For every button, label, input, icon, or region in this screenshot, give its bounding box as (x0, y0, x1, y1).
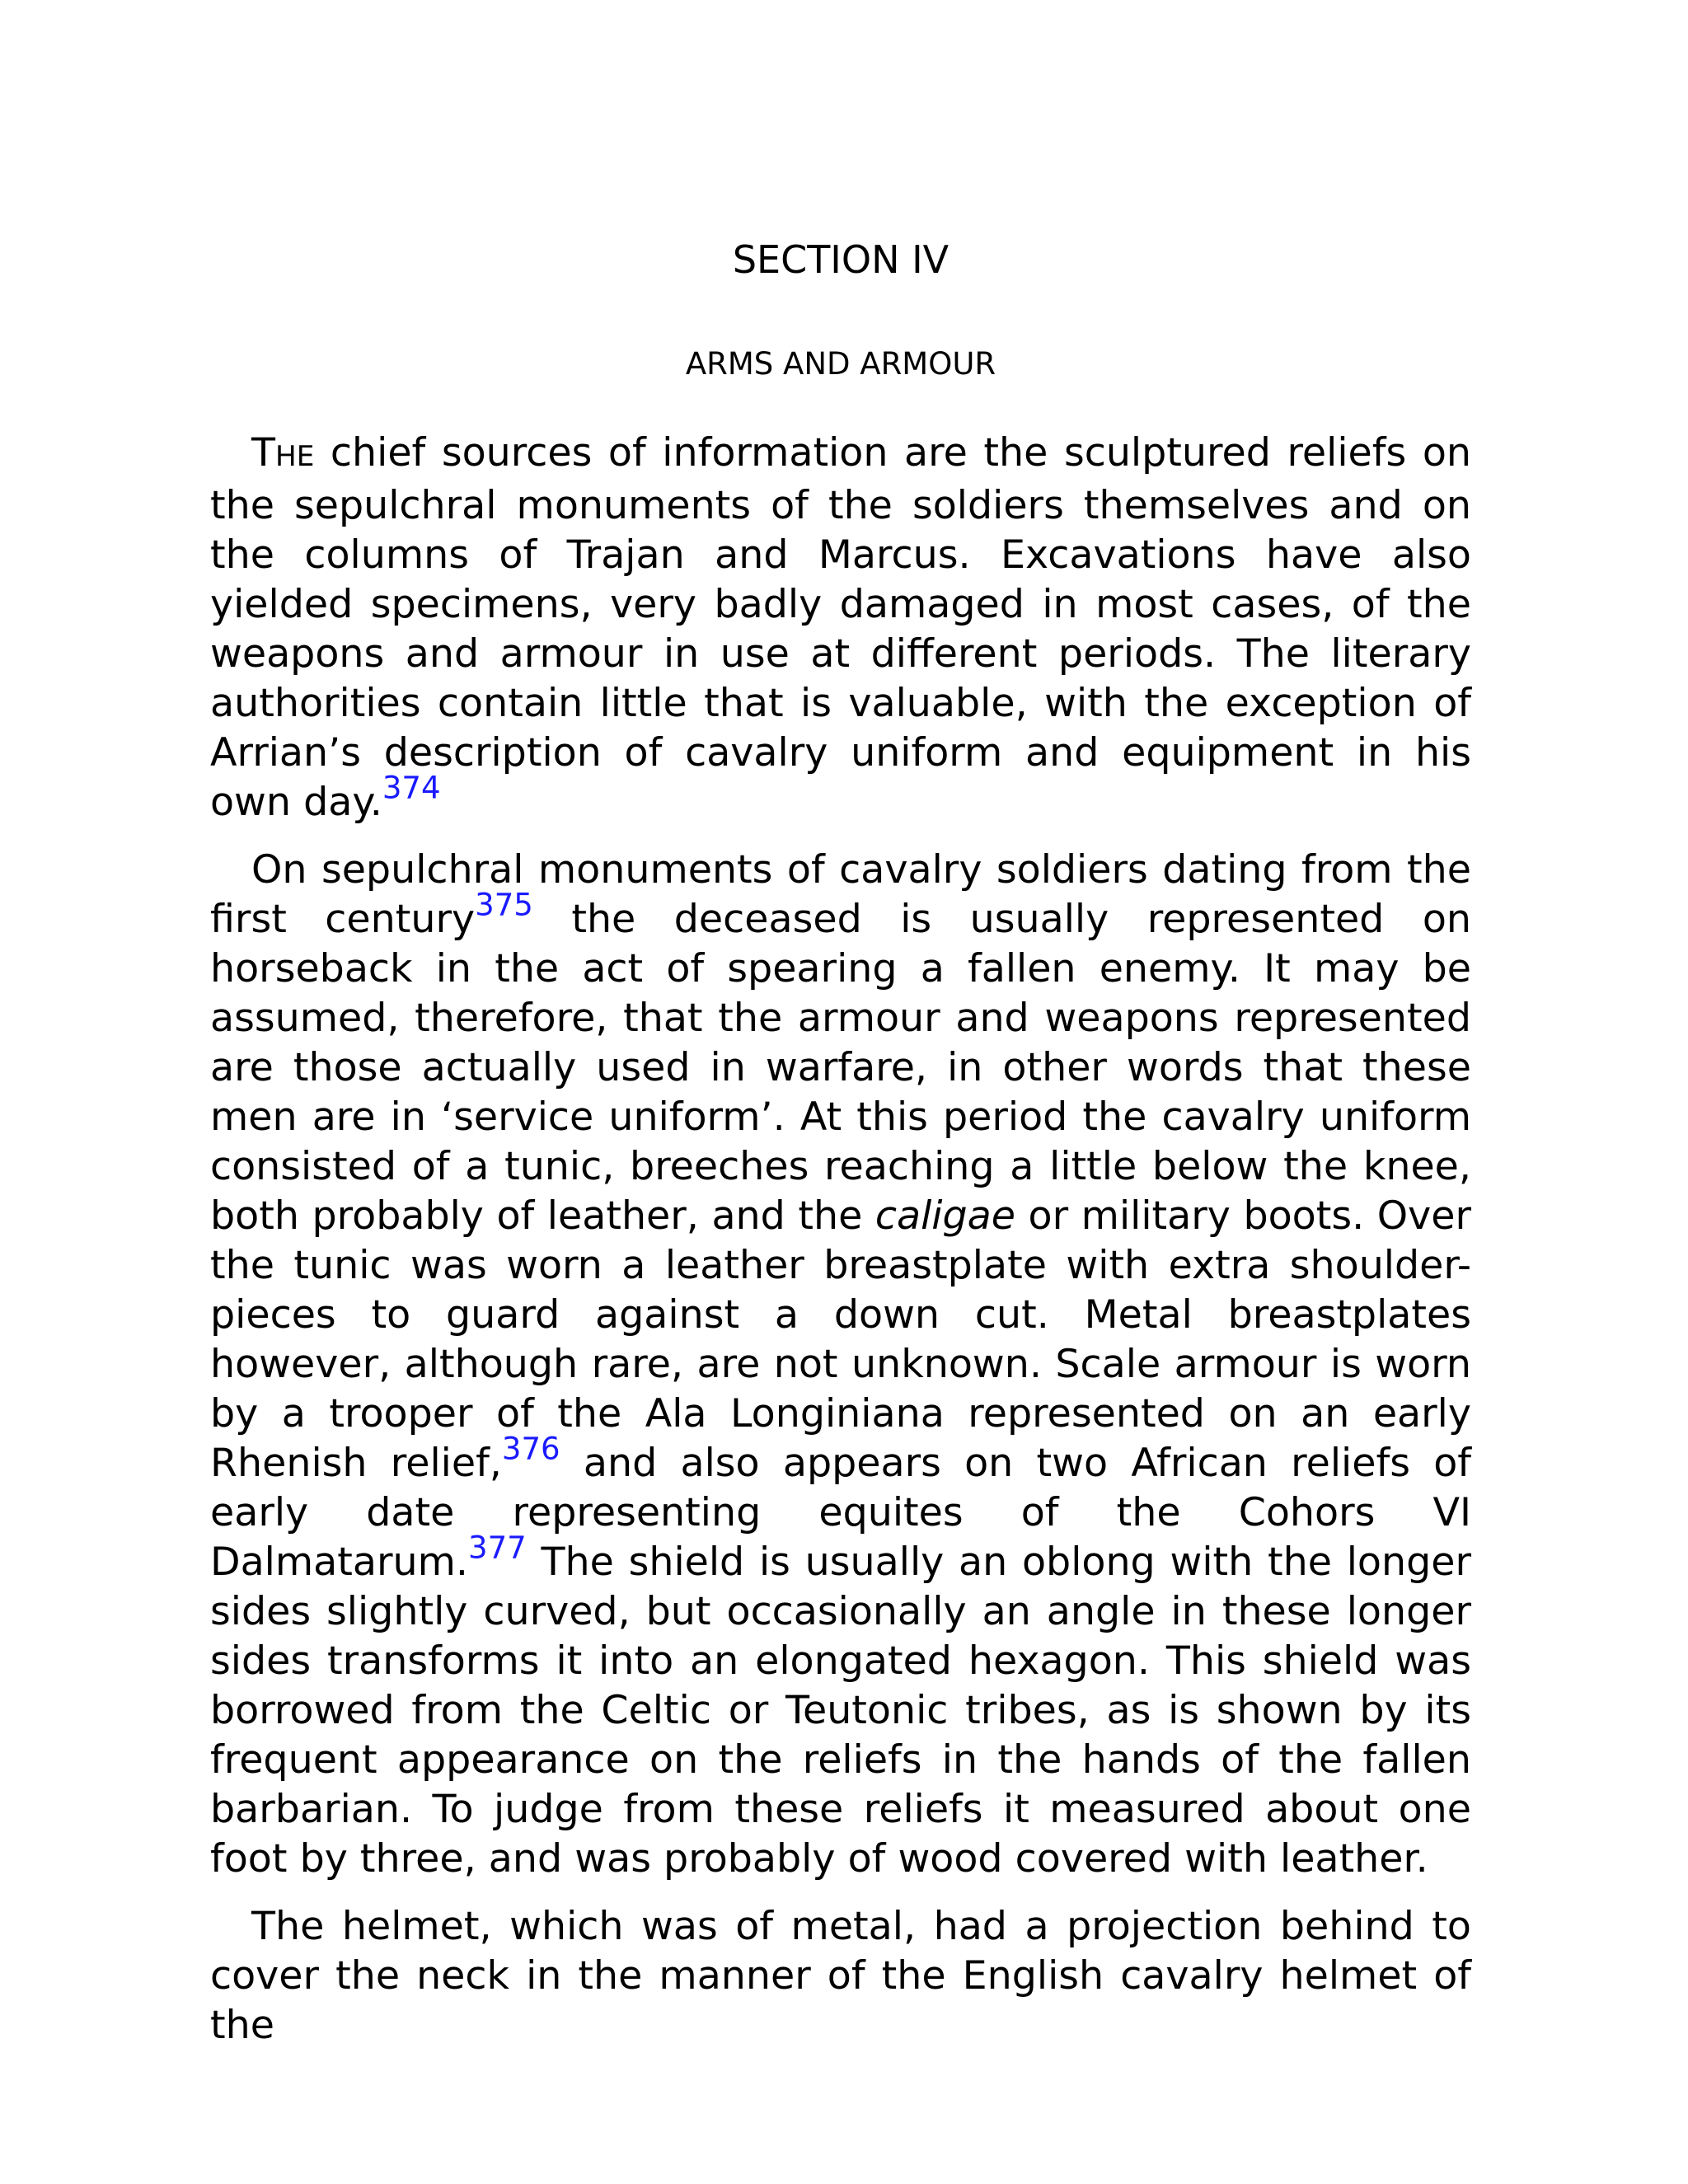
paragraph-3 (210, 1902, 1471, 2050)
italic-term: caligae (874, 1193, 1015, 1239)
paragraph-text: The helmet, which was of metal, had a projection behind to cover the neck in the manner of the English cavalry helmet of the (210, 1904, 1471, 2048)
footnote-link-374[interactable]: 374 (382, 770, 441, 806)
footnote-link-377[interactable]: 377 (468, 1530, 527, 1566)
paragraph-text: the deceased is usually represented on horseback in the act of spearing a fallen enemy. It may be assumed, therefore, that the armour and weapons represented are those actually used in warfare, in other words that these men are in ‘service uniform’. At this period the cavalry uniform consisted of a tunic, breeches reaching a little below the knee, both probably of leather, and the (210, 897, 1471, 1239)
paragraph-text: and also appears on two African reliefs of early date representing equites of the Cohors VI Dalmatarum. (210, 1441, 1471, 1585)
body-text (210, 429, 1471, 2069)
paragraph-2 (210, 846, 1471, 1884)
paragraph-text: chief sources of information are the sculptured reliefs on the sepulchral monuments of the soldiers themselves and on the columns of Trajan and Marcus. Excavations have also yielded specimens, very badly damaged in most cases, of the weapons and armour in use at different periods. The literary authorities contain little that is valuable, with the exception of Arrian’s description of cavalry uniform and equipment in his own day. (210, 430, 1471, 825)
footnote-link-375[interactable]: 375 (475, 887, 533, 923)
paragraph-text: or military boots. Over the tunic was worn a leather breastplate with extra shoulder-pieces to guard against a down cut. Metal breastplates however, although rare, are not unknown. Scale armour is worn by a trooper of the Ala Longiniana represented on an early Rhenish relief, (210, 1193, 1471, 1486)
footnote-link-376[interactable]: 376 (501, 1431, 560, 1467)
small-caps-rest: HE (275, 440, 315, 473)
paragraph-text: The shield is usually an oblong with the longer sides slightly curved, but occasionally an angle in these longer sides transforms it into an elongated hexagon. This shield was borrowed from the Celtic or Teutonic tribes, as is shown by its frequent appearance on the reliefs in the hands of the fallen barbarian. To judge from these reliefs it measured about one foot by three, and was probably of wood covered with leather. (210, 1540, 1471, 1882)
paragraph-1 (210, 429, 1471, 827)
section-title: SECTION IV (732, 237, 950, 282)
section-subtitle: ARMS AND ARMOUR (685, 346, 996, 382)
paragraph-text: On sepulchral monuments of cavalry soldiers dating from the first century (210, 847, 1471, 942)
small-caps-first-letter: T (251, 430, 276, 476)
